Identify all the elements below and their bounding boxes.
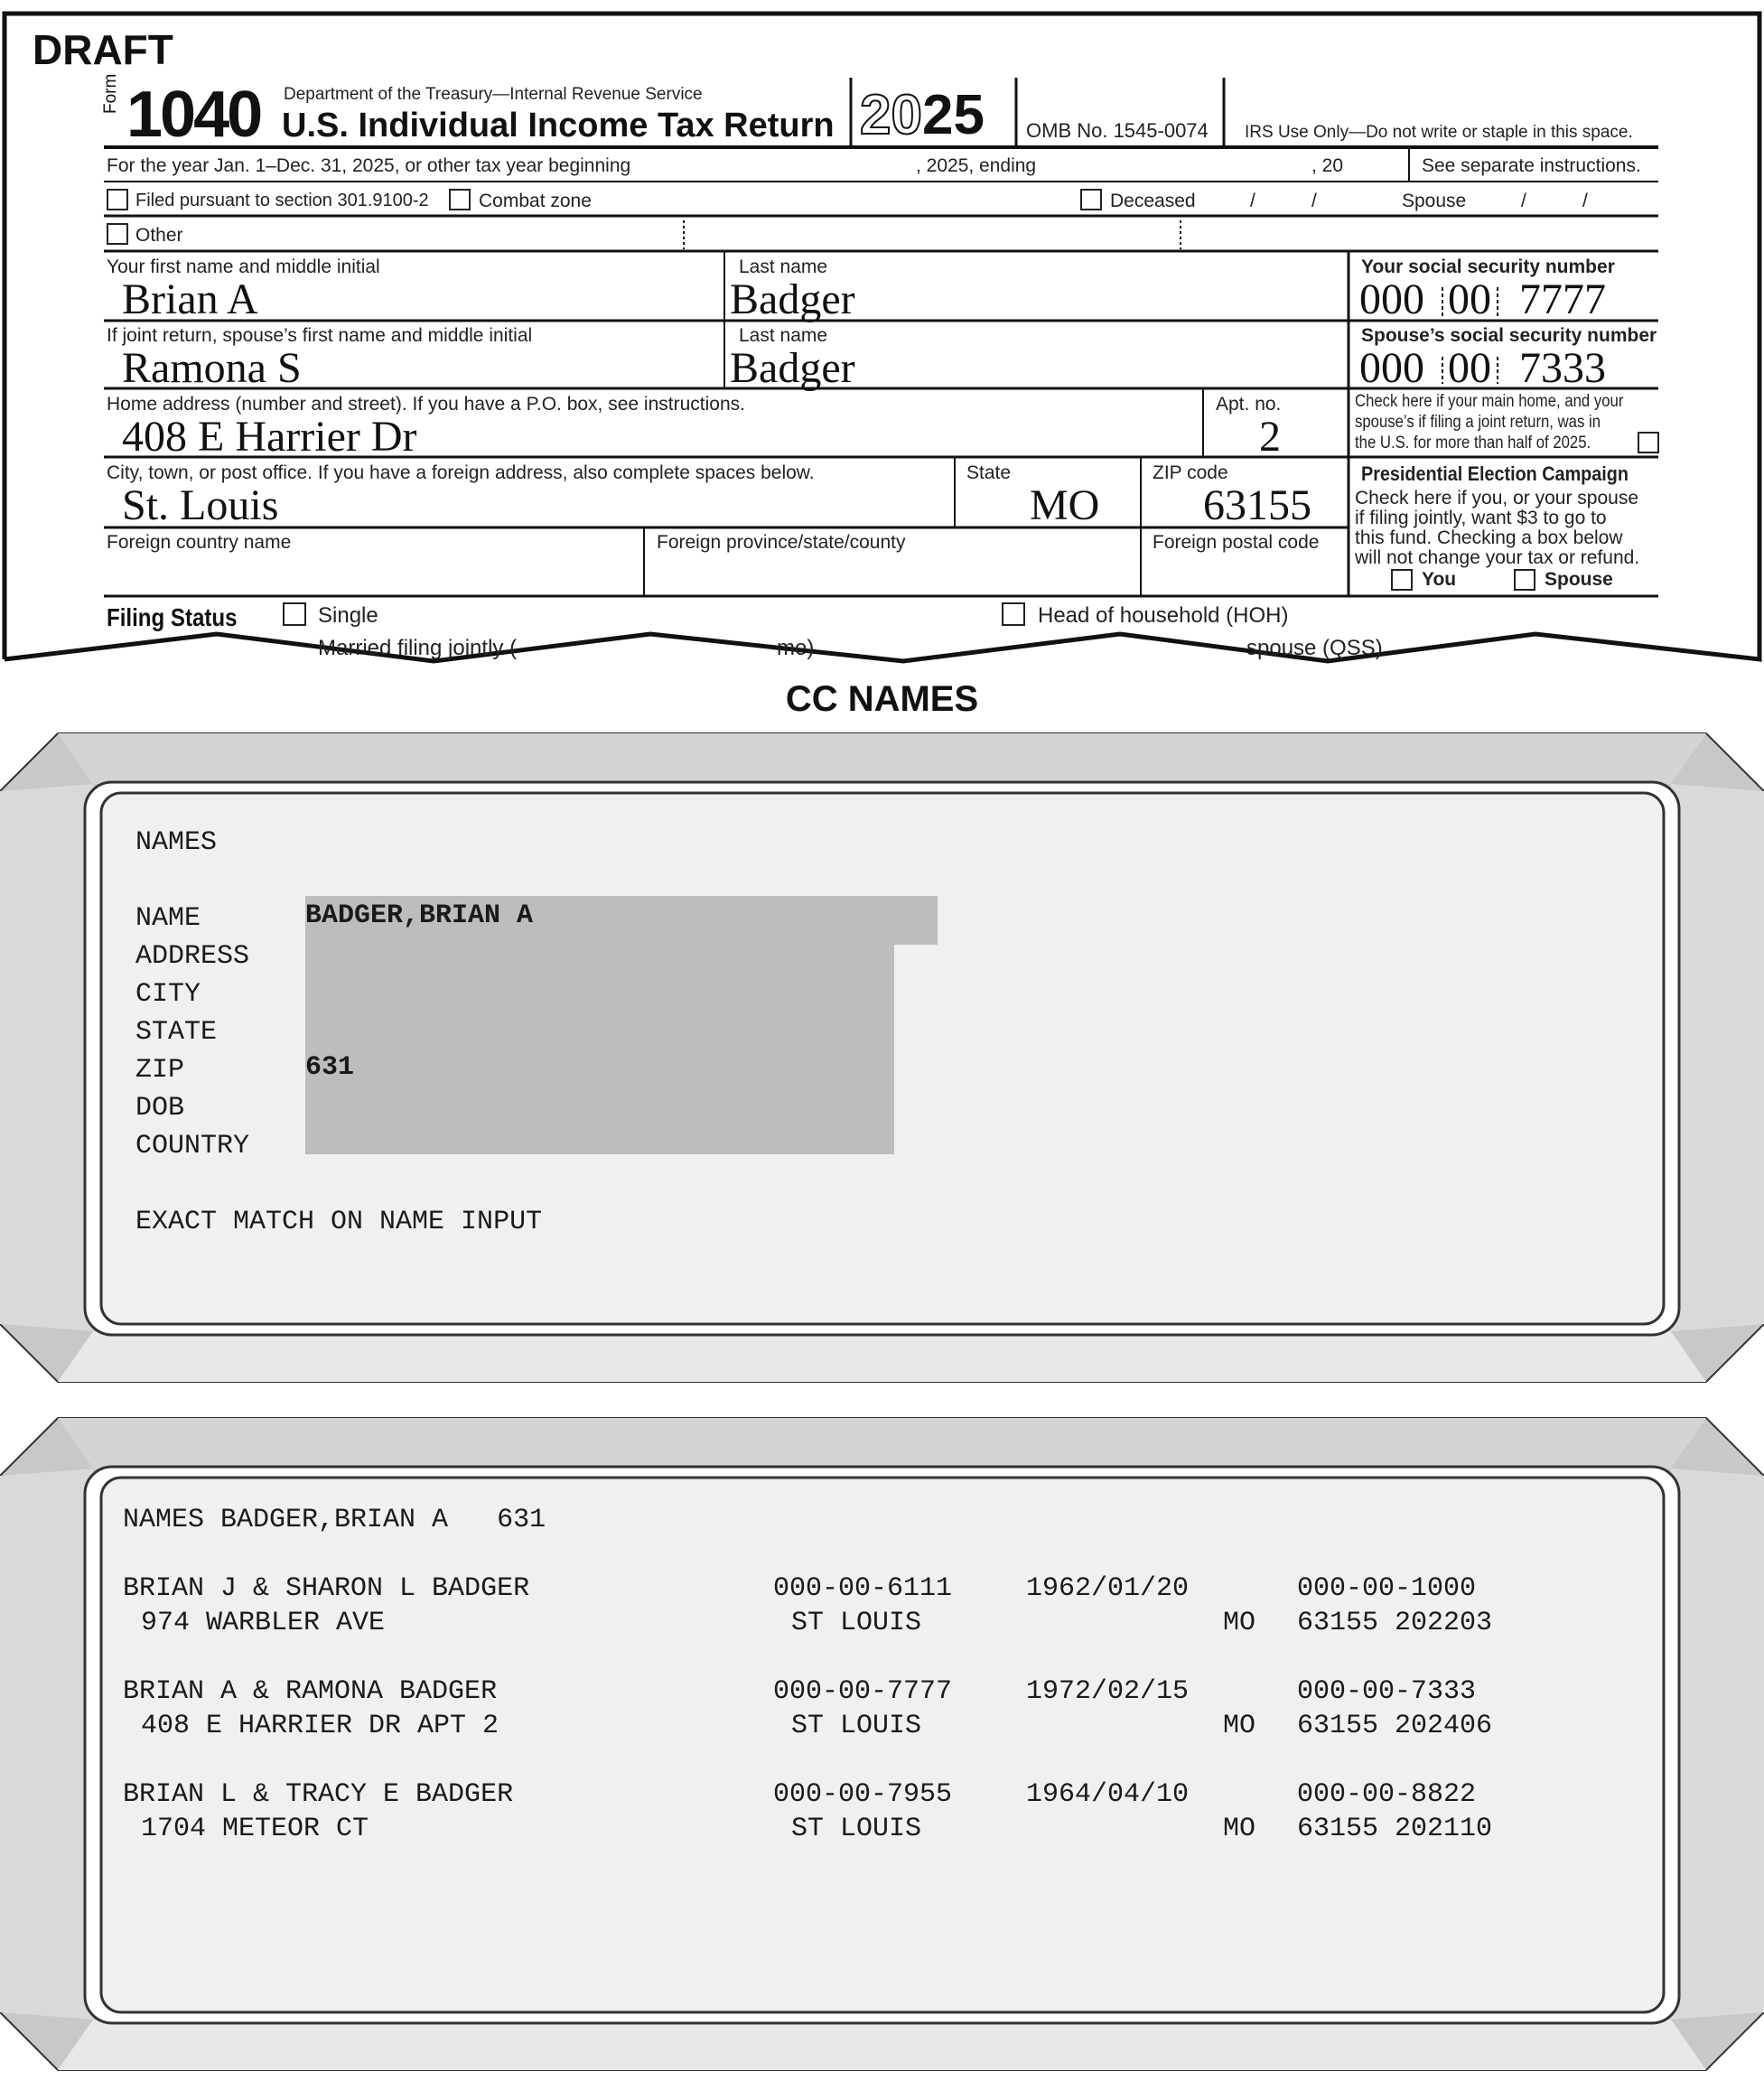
record-ssn: 000-00-6111 [773, 1573, 953, 1604]
record-spouse-ssn: 000-00-7333 [1297, 1676, 1477, 1707]
spouse-last-name-value[interactable]: Badger [730, 344, 855, 392]
form-title: U.S. Individual Income Tax Return [282, 107, 835, 145]
deceased-slash-4: / [1582, 191, 1588, 211]
state-label: State [966, 462, 1012, 483]
foreign-country-label: Foreign country name [107, 532, 292, 553]
mfj-label-partial: Married filing jointly ( [318, 636, 518, 660]
pec-line-3: this fund. Checking a box below [1355, 527, 1623, 548]
zip-input[interactable]: 631 [305, 1052, 355, 1083]
tax-year-line: For the year Jan. 1–Dec. 31, 2025, or other tax year beginning [107, 155, 631, 176]
combat-zone-label: Combat zone [479, 191, 592, 211]
record-zip-cycle: 63155 202110 [1297, 1814, 1493, 1844]
record-dob: 1962/01/20 [1026, 1573, 1190, 1604]
omb-number: OMB No. 1545-0074 [1026, 119, 1209, 142]
foreign-province-label: Foreign province/state/county [657, 532, 906, 553]
screen1-title: NAMES [135, 827, 218, 858]
other-checkbox[interactable] [107, 223, 128, 245]
city-label: City, town, or post office. If you have a foreign address, also complete spaces below. [107, 462, 815, 483]
deceased-label: Deceased [1110, 191, 1196, 211]
record-state: MO [1223, 1608, 1256, 1638]
label-state: STATE [135, 1017, 218, 1048]
record-city: ST LOUIS [791, 1814, 922, 1844]
record-names: BRIAN L & TRACY E BADGER [123, 1779, 514, 1810]
deceased-slash-2: / [1311, 191, 1317, 211]
ssn-part-2[interactable]: 00 [1448, 275, 1491, 323]
record-city: ST LOUIS [791, 1711, 922, 1741]
label-address: ADDRESS [135, 941, 250, 972]
single-label: Single [318, 603, 378, 628]
record-dob: 1972/02/15 [1026, 1676, 1190, 1707]
spouse-last-name-label: Last name [739, 325, 828, 346]
label-country: COUNTRY [135, 1131, 250, 1161]
home-address-label: Home address (number and street). If you have a P.O. box, see instructions. [107, 394, 745, 415]
pec-line-4: will not change your tax or refund. [1355, 547, 1640, 568]
draft-watermark: DRAFT [33, 26, 173, 73]
terminal-screen-names-input [0, 733, 1764, 1382]
apt-label: Apt. no. [1216, 394, 1282, 415]
deceased-checkbox[interactable] [1080, 189, 1102, 210]
tax-year-ending: , 2025, ending [916, 155, 1037, 176]
tax-year-20: , 20 [1311, 155, 1344, 176]
label-zip: ZIP [135, 1055, 185, 1086]
spouse-ssn-part-2[interactable]: 00 [1448, 344, 1491, 392]
state-value[interactable]: MO [1030, 481, 1100, 529]
label-name: NAME [135, 903, 201, 934]
spouse-ssn-part-1[interactable]: 000 [1359, 344, 1424, 392]
form-1040-excerpt [0, 0, 1764, 668]
ssn-part-1[interactable]: 000 [1359, 275, 1424, 323]
main-home-line-3: the U.S. for more than half of 2025. [1355, 434, 1591, 452]
zip-label: ZIP code [1153, 462, 1228, 483]
filed-pursuant-checkbox[interactable] [107, 189, 128, 210]
form-word: Form [101, 73, 120, 114]
irs-use-only: IRS Use Only—Do not write or staple in this space. [1245, 123, 1633, 142]
city-value[interactable]: St. Louis [122, 481, 279, 529]
pec-title: Presidential Election Campaign [1361, 462, 1629, 485]
foreign-postal-label: Foreign postal code [1153, 532, 1320, 553]
record-state: MO [1223, 1711, 1256, 1741]
label-city: CITY [135, 979, 201, 1010]
pec-line-2: if filing jointly, want $3 to go to [1355, 508, 1607, 528]
first-name-value[interactable]: Brian A [122, 275, 258, 323]
tax-year [860, 83, 985, 147]
form-number: 1040 [126, 79, 261, 151]
apt-value[interactable]: 2 [1259, 413, 1281, 461]
torn-row-clip [271, 632, 1445, 660]
combat-zone-checkbox[interactable] [449, 189, 471, 210]
department-label: Department of the Treasury—Internal Revenue Service [284, 85, 703, 104]
terminal-screen-names-results [0, 1418, 1764, 2070]
pec-spouse-label: Spouse [1545, 569, 1613, 590]
record-spouse-ssn: 000-00-1000 [1297, 1573, 1477, 1604]
record-address: 408 E HARRIER DR APT 2 [141, 1711, 499, 1741]
tax-year-outline: 20 [860, 84, 922, 146]
see-instructions: See separate instructions. [1422, 155, 1641, 176]
exact-match-message: EXACT MATCH ON NAME INPUT [135, 1207, 543, 1237]
home-address-value[interactable]: 408 E Harrier Dr [122, 413, 417, 461]
zip-value[interactable]: 63155 [1203, 481, 1311, 529]
main-home-line-1: Check here if your main home, and your [1355, 392, 1624, 411]
tax-year-bold: 25 [921, 84, 985, 146]
ssn-label: Your social security number [1361, 257, 1615, 277]
filed-pursuant-label: Filed pursuant to section 301.9100-2 [135, 191, 429, 210]
other-label: Other [135, 225, 183, 246]
spouse-ssn-part-3[interactable]: 7333 [1519, 344, 1606, 392]
pec-you-checkbox[interactable] [1391, 569, 1413, 591]
record-dob: 1964/04/10 [1026, 1779, 1190, 1810]
main-home-checkbox[interactable] [1638, 432, 1659, 453]
pec-spouse-checkbox[interactable] [1514, 569, 1535, 591]
record-state: MO [1223, 1814, 1256, 1844]
record-address: 974 WARBLER AVE [141, 1608, 386, 1638]
record-zip-cycle: 63155 202203 [1297, 1608, 1493, 1638]
filing-status-heading: Filing Status [107, 603, 238, 631]
label-dob: DOB [135, 1093, 185, 1124]
main-home-line-2: spouse’s if filing a joint return, was in [1355, 413, 1601, 432]
record-city: ST LOUIS [791, 1608, 922, 1638]
deceased-spouse-label: Spouse [1402, 191, 1467, 211]
pec-you-label: You [1422, 569, 1457, 590]
record-address: 1704 METEOR CT [141, 1814, 369, 1844]
hoh-checkbox[interactable] [1002, 602, 1025, 626]
deceased-slash-1: / [1250, 191, 1255, 211]
spouse-first-name-value[interactable]: Ramona S [122, 344, 302, 392]
record-zip-cycle: 63155 202406 [1297, 1711, 1493, 1741]
spouse-first-name-label: If joint return, spouse’s first name and middle initial [107, 325, 533, 346]
record-ssn: 000-00-7955 [773, 1779, 953, 1810]
record-spouse-ssn: 000-00-8822 [1297, 1779, 1477, 1810]
pec-line-1: Check here if you, or your spouse [1355, 488, 1638, 508]
record-names: BRIAN A & RAMONA BADGER [123, 1676, 498, 1707]
last-name-label: Last name [739, 257, 828, 277]
name-input[interactable]: BADGER,BRIAN A [305, 900, 534, 931]
qss-label-partial: spouse (QSS) [1246, 636, 1383, 660]
cc-names-heading: CC NAMES [785, 679, 979, 719]
ssn-part-3[interactable]: 7777 [1519, 275, 1606, 323]
mfj-label-partial-end: me) [777, 636, 815, 660]
last-name-value[interactable]: Badger [730, 275, 855, 323]
single-checkbox[interactable] [283, 602, 306, 626]
hoh-label: Head of household (HOH) [1038, 603, 1289, 628]
deceased-slash-3: / [1521, 191, 1526, 211]
spouse-ssn-label: Spouse’s social security number [1361, 325, 1657, 346]
record-ssn: 000-00-7777 [773, 1676, 953, 1707]
first-name-label: Your first name and middle initial [107, 257, 380, 277]
results-header: NAMES BADGER,BRIAN A 631 [123, 1505, 546, 1535]
input-field-highlight-block [305, 943, 894, 1154]
record-names: BRIAN J & SHARON L BADGER [123, 1573, 530, 1604]
